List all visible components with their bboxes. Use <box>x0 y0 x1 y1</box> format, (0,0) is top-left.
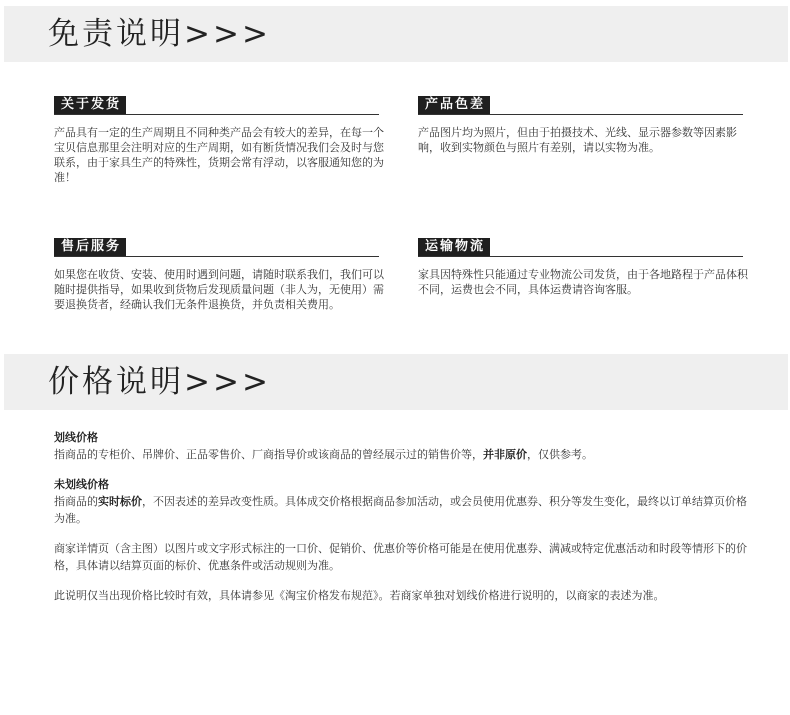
pricing-content <box>54 429 754 604</box>
section-text: 家具因特殊性只能通过专业物流公司发货，由于各地路程于产品体积不同，运费也会不同，具体运费请咨询客服。 <box>418 268 748 296</box>
section-shipping <box>54 94 394 185</box>
section-divider <box>54 256 379 257</box>
price-rule-note: 此说明仅当出现价格比较时有效，具体请参见《淘宝价格发布规范》。若商家单独对划线价格进行说明的，以商家的表述为准。 <box>54 589 665 602</box>
disclaimer-banner <box>4 6 788 62</box>
section-header <box>54 236 394 258</box>
section-divider <box>418 256 743 257</box>
section-label: 售后服务 <box>54 238 126 256</box>
section-label: 关于发货 <box>54 96 126 114</box>
non-strike-price-emphasis: 实时标价 <box>98 495 142 508</box>
section-divider <box>418 114 743 115</box>
section-header <box>418 236 758 258</box>
non-strike-price-text: 指商品的实时标价，不因表述的差异改变性质。具体成交价格根据商品参加活动，或会员使用优惠券、积分等发生变化，最终以订单结算页价格为准。 <box>54 495 747 525</box>
merchant-price-text: 商家详情页（含主图）以图片或文字形式标注的一口价、促销价、优惠价等价格可能是在使用优惠券、满减或特定优惠活动和时段等情形下的价格，具体请以结算页面的标价、优惠条件或活动规则为准。 <box>54 542 747 572</box>
section-color-difference <box>418 94 758 155</box>
section-text: 如果您在收货、安装、使用时遇到问题，请随时联系我们，我们可以随时提供指导，如果收到货物后发现质量问题（非人为，无使用）需要退换货者，经确认我们无条件退换货，并负责相关费用。 <box>54 268 384 311</box>
strike-price-heading: 划线价格 <box>54 431 98 444</box>
section-header <box>418 94 758 116</box>
disclaimer-title: 免责说明>>> <box>48 16 271 52</box>
pricing-banner <box>4 354 788 410</box>
section-logistics <box>418 236 758 297</box>
section-label: 运输物流 <box>418 238 490 256</box>
section-label: 产品色差 <box>418 96 490 114</box>
non-strike-price-heading: 未划线价格 <box>54 478 109 491</box>
section-header <box>54 94 394 116</box>
section-after-sales <box>54 236 394 312</box>
pricing-title: 价格说明>>> <box>48 364 271 400</box>
strike-price-text: 指商品的专柜价、吊牌价、正品零售价、厂商指导价或该商品的曾经展示过的销售价等，并非原价，仅供参考。 <box>54 448 593 461</box>
section-text: 产品具有一定的生产周期且不同种类产品会有较大的差异，在每一个宝贝信息那里会注明对应的生产周期，如有断货情况我们会及时与您联系，由于家具生产的特殊性，货期会常有浮动，以客服通知您的为准！ <box>54 126 384 184</box>
strike-price-emphasis: 并非原价 <box>483 448 527 461</box>
section-divider <box>54 114 379 115</box>
section-text: 产品图片均为照片，但由于拍摄技术、光线、显示器参数等因素影响，收到实物颜色与照片有差别，请以实物为准。 <box>418 126 737 154</box>
